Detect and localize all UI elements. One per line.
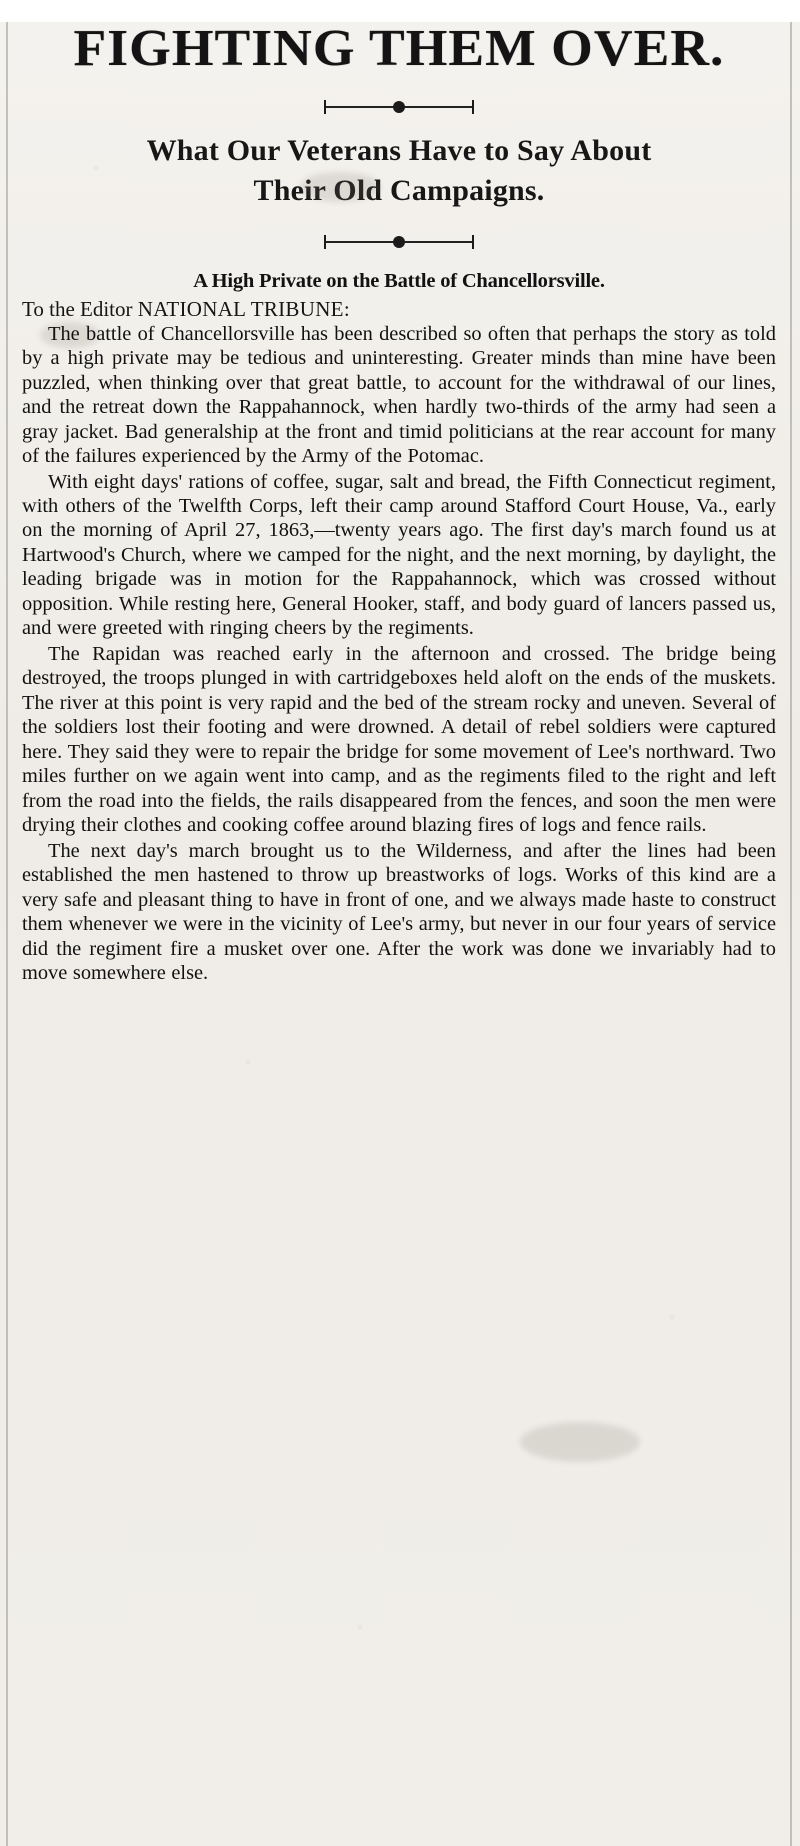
divider-tick-left [324,100,326,114]
article-paragraph: The next day's march brought us to the Wilderness, and after the lines had been established the men hastened to throw up breastworks of logs. Works of this kind are a very safe and pleasant thing to have in front of one, and we always made haste to construct them whenever we were in the vicinity of Lee's army, but never in our four years of service did the regiment fire a musket over one. After the work was done we invariably had to move somewhere else. [22,839,776,985]
newspaper-page [0,22,800,1846]
article-body [22,322,776,986]
page-subhead [32,131,766,212]
salutation-prefix: To the Editor [22,296,138,321]
subhead-line-1: What Our Veterans Have to Say About [146,133,652,167]
ornament-divider-bottom [22,228,776,256]
page-headline: FIGHTING THEM OVER. [73,20,725,77]
article-section-title: A High Private on the Battle of Chancellorsville. [193,269,605,292]
article-paragraph: With eight days' rations of coffee, sugar, salt and bread, the Fifth Connecticut regiment, with others of the Twelfth Corps, left their camp around Stafford Court House, Va., early on the morning of April 27, 1863,—twenty years ago. The first day's march found us at Hartwood's Church, where we camped for the night, and the next morning, by daylight, the leading brigade was in motion for the Rappahannock, which was crossed without opposition. While resting here, General Hooker, staff, and body guard of lancers passed us, and were greeted with ringing cheers by the regiments. [22,470,776,640]
paper-smudge [520,1422,640,1462]
article-paragraph: The battle of Chancellorsville has been described so often that perhaps the story as told by a high private may be tedious and uninteresting. Greater minds than mine have been puzzled, when thinking over that great battle, to account for the withdrawal of our lines, and the retreat down the Rappahannock, when hardly two-thirds of the army had seen a gray jacket. Bad generalship at the front and timid politicians at the rear account for many of the failures experienced by the Army of the Potomac. [22,322,776,468]
divider-dot [393,101,405,113]
divider-tick-left [324,235,326,249]
letter-salutation [22,297,776,322]
article-paragraph: The Rapidan was reached early in the afternoon and crossed. The bridge being destroyed, the troops plunged in with cartridgeboxes held aloft on the ends of the muskets. The river at this point is very rapid and the bed of the stream rocky and uneven. Several of the soldiers lost their footing and were drowned. A detail of rebel soldiers were captured here. They said they were to repair the bridge for some movement of Lee's northward. Two miles further on we again went into camp, and as the regiments filed to the right and left from the road into the fields, the rails disappeared from the fences, and soon the men were drying their clothes and cooking coffee around blazing fires of logs and fence rails. [22,642,776,837]
salutation-suffix: : [343,296,350,321]
subhead-line-2: Their Old Campaigns. [253,174,545,208]
divider-tick-right [472,235,474,249]
divider-dot [393,236,405,248]
column-rule-left [6,22,8,1846]
ornament-divider-top [22,93,776,121]
column-rule-right [790,22,792,1846]
divider-tick-right [472,100,474,114]
salutation-paper-name: NATIONAL TRIBUNE [137,296,344,321]
